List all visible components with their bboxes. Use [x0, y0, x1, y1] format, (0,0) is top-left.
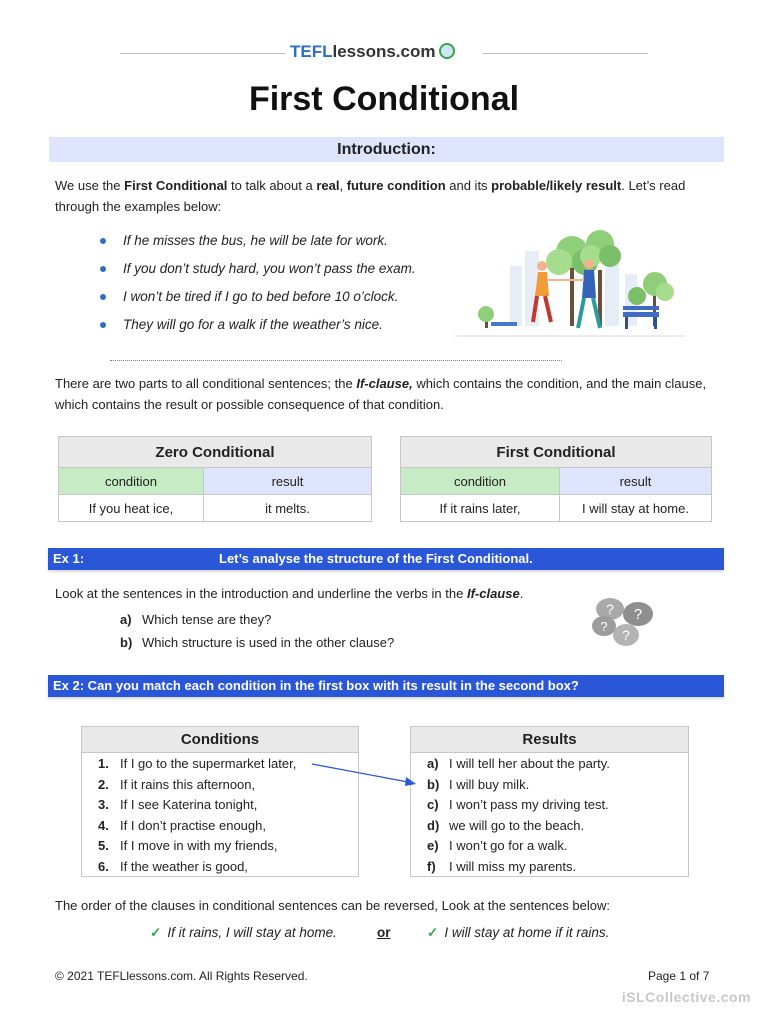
list-item: 3. If I see Katerina tonight, [98, 797, 258, 812]
bullet-dot-icon [100, 294, 106, 300]
conditions-box [81, 726, 359, 877]
table-cell: If it rains later, [401, 495, 560, 522]
svg-text:?: ? [600, 619, 608, 634]
list-item: d) we will go to the beach. [427, 817, 585, 833]
logo-row [120, 40, 648, 66]
page-number: Page 1 of 7 [648, 969, 710, 983]
match-arrow-icon [310, 755, 420, 787]
conditional-parts-paragraph: There are two parts to all conditional sentences; the If-clause, which contains the condition, and the main clause, which contains the result or possible consequence of that condition. [55, 376, 707, 412]
results-heading: Results [411, 727, 688, 753]
list-item: 1. If I go to the supermarket later, [98, 756, 297, 771]
or-label: or [377, 925, 391, 940]
results-box [410, 726, 689, 877]
conditions-heading: Conditions [82, 727, 358, 753]
question-bubbles-icon [590, 596, 658, 652]
svg-text:?: ? [633, 606, 643, 623]
reversed-examples [0, 925, 768, 947]
clause-order-paragraph: The order of the clauses in conditional sentences can be reversed, Look at the sentences below: [55, 898, 611, 913]
logo-rest: lessons.com [332, 42, 436, 61]
list-item: 5. If I move in with my friends, [98, 838, 278, 853]
park-walk-illustration [455, 226, 685, 344]
exercise-title: Let’s analyse the structure of the First Conditional. [219, 551, 533, 566]
question-item: b) Which structure is used in the other clause? [120, 635, 395, 650]
divider [483, 53, 648, 54]
globe-icon [439, 43, 455, 59]
example-2: ✓ I will stay at home if it rains. [427, 925, 610, 940]
checkmark-icon: ✓ [150, 925, 162, 940]
table-cell: I will stay at home. [560, 495, 712, 522]
table-header-result: result [204, 468, 372, 495]
list-item: f) I will miss my parents. [427, 858, 577, 874]
list-item: b) I will buy milk. [427, 776, 530, 792]
list-item: If he misses the bus, he will be late for work. [100, 230, 460, 258]
table-header-condition: condition [59, 468, 204, 495]
table-cell: it melts. [204, 495, 372, 522]
page-title: First Conditional [248, 80, 520, 118]
zero-conditional-table [58, 436, 372, 522]
question-list [120, 608, 394, 654]
list-item: 4. If I don’t practise enough, [98, 817, 266, 833]
logo-tefl: TEFL [290, 42, 333, 61]
bullet-dot-icon [100, 322, 106, 328]
example-list [100, 230, 460, 342]
exercise-label: Ex 1: [53, 551, 85, 566]
exercise-1-bar [48, 548, 724, 570]
bullet-dot-icon [100, 238, 106, 244]
exercise-title: Ex 2: Can you match each condition in the first box with its result in the second box? [53, 678, 579, 693]
table-title: First Conditional [401, 437, 712, 468]
list-item: I won’t be tired if I go to bed before 10 o’clock. [100, 286, 460, 314]
list-item: If you don’t study hard, you won’t pass the exam. [100, 258, 460, 286]
svg-text:?: ? [622, 627, 630, 643]
copyright-footer: © 2021 TEFLlessons.com. All Rights Reserved. [55, 969, 308, 983]
list-item: 6. If the weather is good, [98, 858, 248, 874]
table-header-result: result [560, 468, 712, 495]
exercise-2-bar [48, 675, 724, 697]
first-conditional-table [400, 436, 712, 522]
bullet-dot-icon [100, 266, 106, 272]
checkmark-icon: ✓ [427, 925, 439, 940]
svg-text:?: ? [606, 601, 614, 617]
example-1: ✓ If it rains, I will stay at home. [150, 925, 337, 940]
dotted-divider [110, 360, 562, 361]
watermark: iSLCollective.com [621, 989, 751, 1005]
table-cell: If you heat ice, [59, 495, 204, 522]
list-item: c) I won’t pass my driving test. [427, 797, 609, 812]
table-title: Zero Conditional [59, 437, 372, 468]
list-item: They will go for a walk if the weather’s nice. [100, 314, 460, 342]
exercise-1-instruction: Look at the sentences in the introduction and underline the verbs in the If-clause. [55, 586, 524, 601]
site-logo [290, 42, 455, 62]
question-item: a) Which tense are they? [120, 612, 272, 627]
introduction-heading: Introduction: [49, 137, 724, 162]
divider [120, 53, 285, 54]
list-item: a) I will tell her about the party. [427, 756, 610, 771]
table-header-condition: condition [401, 468, 560, 495]
list-item: e) I won’t go for a walk. [427, 838, 568, 853]
intro-paragraph: We use the First Conditional to talk about a real, future condition and its probable/likely result. Let’s read through the examples below: [55, 178, 686, 214]
list-item: 2. If it rains this afternoon, [98, 776, 256, 792]
